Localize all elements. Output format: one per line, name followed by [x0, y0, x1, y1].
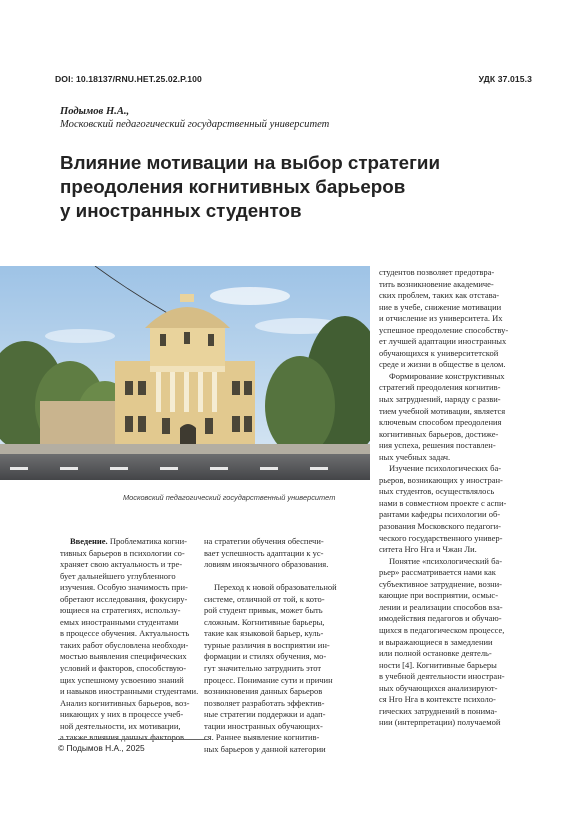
text-line: щихся в педагогическом процессе,	[379, 624, 505, 635]
text-line: рьер» рассматривается нами как	[379, 567, 496, 578]
text-line: формации и стилях обучения, мо-	[204, 651, 327, 662]
text-line: ных барьеров у данной категории	[204, 743, 326, 754]
text-line: такие как языковой барьер, куль-	[204, 628, 324, 639]
text-line: ных затруднений, наряду с разви-	[379, 394, 501, 405]
text-line: процесс. Понимание сути и причин	[204, 674, 333, 685]
title-line: у иностранных студентов	[60, 200, 302, 221]
text-line: или полной остановке деятель-	[379, 648, 492, 659]
text-line: ных студентов, осуществлялось	[379, 486, 495, 497]
text-line: ся Нго Нга в контексте психоло-	[379, 694, 496, 705]
text-line: субъективное затруднение, возни-	[379, 578, 503, 589]
title-line: преодоления когнитивных барьеров	[60, 176, 406, 197]
text-line: изучения. Особую значимость при-	[60, 582, 188, 593]
text-line: ческого государственного универ-	[379, 532, 503, 543]
text-line: и навыков иностранными студентами.	[60, 686, 199, 697]
text-line: тить возникновение академиче-	[379, 278, 494, 289]
text-line: ния успеха, решения поставлен-	[379, 440, 496, 451]
text-line: бует дальнейшего углубленного	[60, 570, 176, 581]
title-line: Влияние мотивации на выбор стратегии	[60, 152, 441, 173]
text-line: ся. Раннее выявление когнитив-	[204, 732, 320, 743]
text-line: ских проблем, таких как отстава-	[379, 290, 500, 301]
text-line: и отчисление из университета. Их	[379, 313, 503, 324]
text-line: кающие при восприятии, осмыс-	[379, 590, 499, 601]
text-line: и выражающиеся в замедлении	[379, 636, 493, 647]
text-column-2	[204, 536, 337, 755]
text-line: Переход к новой образовательной	[214, 582, 337, 593]
text-line: ситета Нго Нга и Чжан Ли.	[379, 544, 477, 555]
text-line: тием учебной мотивации, является	[379, 405, 506, 416]
text-line: сложным. Когнитивные барьеры,	[204, 616, 325, 627]
section-lead: Введение.	[70, 536, 108, 546]
text-line: ности [4]. Когнитивные барьеры	[379, 659, 497, 670]
text-line: гут значительно затруднить этот	[204, 663, 322, 674]
text-line: разования Московского педагоги-	[379, 521, 501, 532]
text-line: тации иностранных обучающих-	[204, 720, 323, 731]
text-line: Формирование конструктивных	[389, 370, 505, 381]
text-line: ной деятельности, их мотивации,	[60, 720, 181, 731]
text-line: в процессе обучения. Актуальность	[60, 628, 190, 639]
author-block	[60, 105, 329, 131]
text-line: мостью выявления специфических	[60, 651, 187, 662]
text-line: ных учебных задач.	[379, 451, 451, 462]
text-line: Понятие «психологический ба-	[389, 555, 503, 566]
text-line: Введение. Проблематика когни-	[70, 536, 187, 546]
text-line: ет лучшей адаптации иностранных	[379, 336, 507, 347]
text-line: системе, отличной от той, к кото-	[204, 593, 325, 604]
footnote-rule	[58, 739, 208, 740]
doi-label: DOI: 10.18137/RNU.HET.25.02.P.100	[55, 74, 202, 84]
text-line: на стратегии обучения обеспечи-	[204, 536, 324, 546]
text-line: успешное преодоление способству-	[379, 324, 509, 335]
text-line: позволяет разработать эффектив-	[204, 697, 325, 708]
text-line: емых иностранными студентами	[60, 616, 179, 627]
text-line: нии (интерпретации) получаемой	[379, 717, 501, 728]
figure-caption: Московский педагогический государственный университет	[123, 493, 336, 502]
article-title	[60, 151, 530, 223]
author-name: Подымов Н.А.,	[60, 106, 130, 117]
text-line: рантами кафедры психологии об-	[379, 509, 501, 520]
text-line: щих успешному усвоению знаний	[60, 674, 184, 685]
text-line: Анализ когнитивных барьеров, воз-	[60, 697, 190, 708]
text-line: вает успешность адаптации к ус-	[204, 547, 324, 558]
text-line: возникновения данных барьеров	[204, 686, 323, 697]
text-line: таких работ обусловлена необходи-	[60, 639, 189, 650]
text-line: никающих у них в процессе учеб-	[60, 709, 184, 720]
text-line: а также влияния данных факторов	[60, 732, 184, 743]
text-line: гических затруднений в понима-	[379, 705, 498, 716]
udk-label: УДК 37.015.3	[478, 74, 532, 84]
text-line: ловиям иноязычного образования.	[204, 559, 329, 570]
copyright-notice: © Подымов Н.А., 2025	[58, 743, 145, 753]
text-line: когнитивных барьеров, достиже-	[379, 428, 499, 439]
text-line: в учебной деятельности иностран-	[379, 671, 505, 682]
text-line: рой студент привык, может быть	[204, 605, 323, 616]
text-line: храняет свою актуальность и тре-	[60, 559, 183, 570]
text-line: лении и реализации способов вза-	[379, 601, 503, 612]
text-line: имодействия педагогов и обучаю-	[379, 613, 502, 624]
text-line: студентов позволяет предотвра-	[379, 267, 495, 277]
text-line: ние в учебе, снижение мотивации	[379, 301, 502, 312]
text-line: ные стратегии поддержки и адап-	[204, 709, 326, 720]
text-line: нами в совместном проекте с аспи-	[379, 497, 507, 508]
text-line: Изучение психологических ба-	[389, 463, 502, 474]
university-building-photo	[0, 266, 370, 480]
text-line: среде и жизни в обществе в целом.	[379, 359, 506, 370]
text-line: ключевым способом преодоления	[379, 417, 502, 428]
text-line: условий и факторов, способствую-	[60, 663, 187, 674]
text-line: турные различия в восприятии ин-	[204, 639, 330, 650]
text-line	[204, 571, 337, 583]
text-column-3	[379, 267, 508, 729]
text-line: обучающихся к университетской	[379, 347, 499, 358]
text-line: обретают исследования, фокусиру-	[60, 593, 188, 604]
author-affiliation: Московский педагогический государственный университет	[60, 119, 330, 131]
text-line: ных обучающихся анализируют-	[379, 682, 498, 693]
text-column-1	[60, 536, 198, 744]
text-line: ющиеся на стратегиях, использу-	[60, 605, 181, 616]
text-line: стратегий преодоления когнитив-	[379, 382, 501, 393]
text-line: рьеров, возникающих у иностран-	[379, 474, 503, 485]
text-line: тивных барьеров в психологии со-	[60, 547, 185, 558]
